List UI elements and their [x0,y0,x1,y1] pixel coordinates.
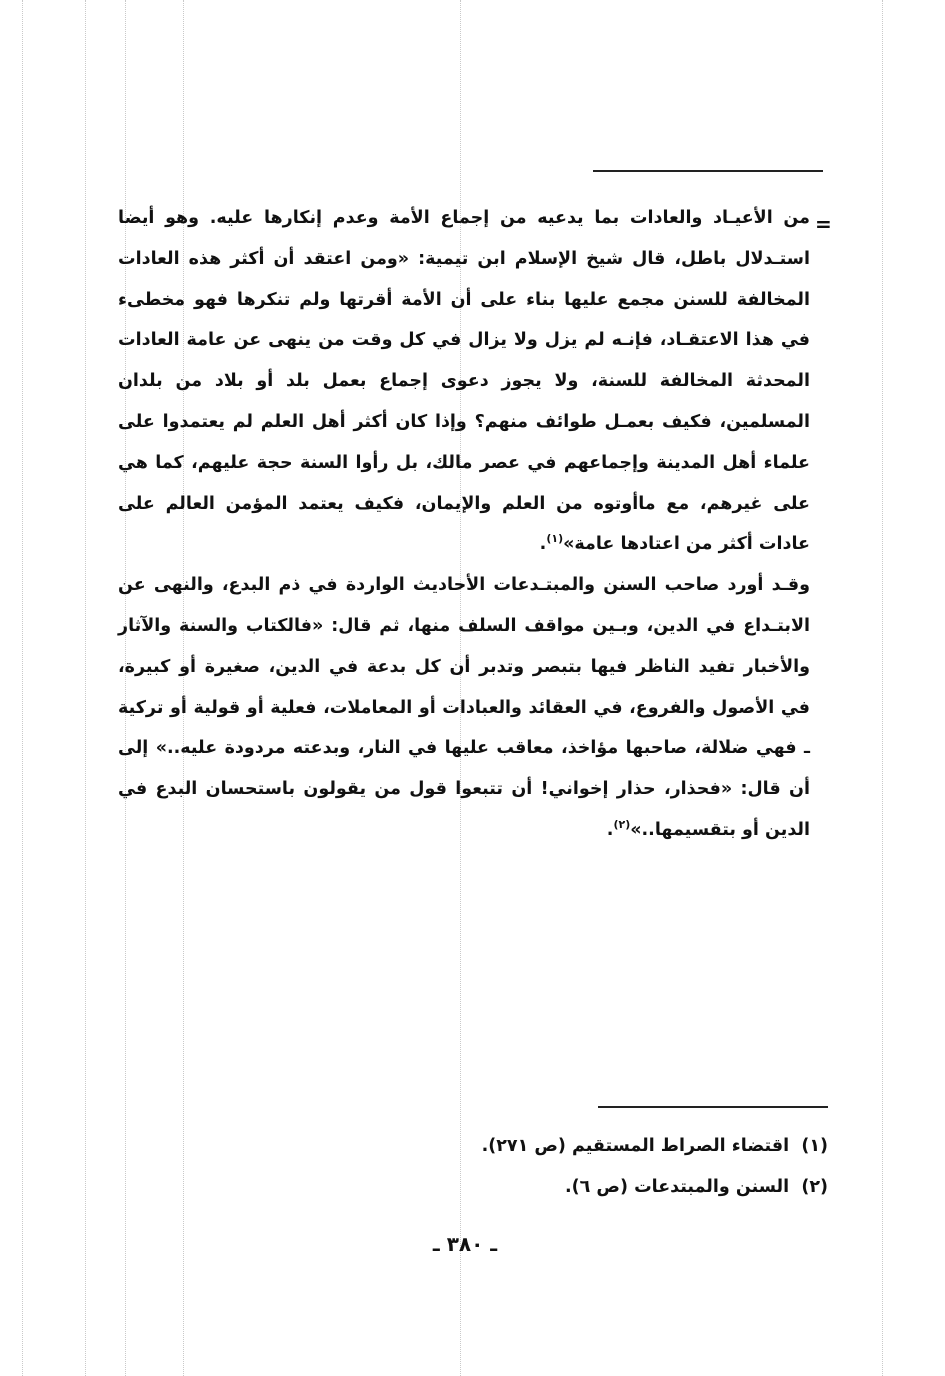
scan-guide-line [882,0,883,1376]
footnote-rule [598,1106,828,1108]
footnote-text: اقتضاء الصراط المستقيم (ص ٢٧١). [481,1136,790,1156]
top-rule [593,170,823,172]
continuation-mark: = [815,212,832,236]
footnote-ref[interactable]: (٢) [613,818,631,832]
paragraph [118,565,810,851]
scan-guide-line [22,0,23,1376]
paragraph-end: . [539,534,547,555]
footnote [300,1167,828,1208]
footnote-ref[interactable]: (١) [546,532,564,546]
paragraph [118,198,810,565]
footnote-number: (١) [801,1136,828,1156]
paragraph-text: وقـد أورد صاحب السنن والمبتـدعات الأحاديث الواردة في ذم البدع، والنهى عن الابتـداع في الدين، وبـين مواقف السلف منها، ثم قال: «فالكتاب والسنة والآثار والأخبار تفيد الناظر فيها بتبصر وتدبر أن كل بدعة في الدين، صغيرة أو كبيرة، في الأصول والفروع، في العقائد والعبادات أو المعاملات، فعلية أو قولية أو تركية ـ فهي ضلالة، صاحبها مؤاخذ، معاقب عليها في النار، وبدعته مردودة عليه..» إلى أن قال: «فحذار، حذار إخواني! أن تتبعوا قول من يقولون باستحسان البدع في الدين أو بتقسيمها..» [118,575,810,840]
footnote [300,1126,828,1167]
footnotes [300,1126,828,1208]
footnote-number: (٢) [801,1177,828,1197]
paragraph-end: . [606,819,614,840]
body-text [118,198,810,851]
scan-guide-line [85,0,86,1376]
footnote-text: السنن والمبتدعات (ص ٦). [565,1177,790,1197]
page-number: ـ ٣٨٠ ـ [432,1232,498,1256]
paragraph-text: من الأعيـاد والعادات بما يدعيه من إجماع الأمة وعدم إنكارها عليه. وهو أيضا استـدلال باطل، قال شيخ الإسلام ابن تيمية: «ومن اعتقد أن أكثر هذه العادات المخالفة للسنن مجمع عليها بناء على أن الأمة أقرتها ولم تنكرها فهو مخطىء في هذا الاعتقـاد، فإنـه لم يزل ولا يزال في كل وقت من ينهى عن عامة العادات المحدثة المخالفة للسنة، ولا يجوز دعوى إجماع بعمل بلد أو بلاد من بلدان المسلمين، فكيف بعمـل طوائف منهم؟ وإذا كان أكثر أهل العلم لم يعتمدوا على علماء أهل المدينة وإجماعهم في عصر مالك، بل رأوا السنة حجة عليهم، كما هي على غيرهم، مع ماأوتوه من العلم والإيمان، فكيف يعتمد المؤمن العالم على عادات أكثر من اعتادها عامة» [118,208,810,555]
